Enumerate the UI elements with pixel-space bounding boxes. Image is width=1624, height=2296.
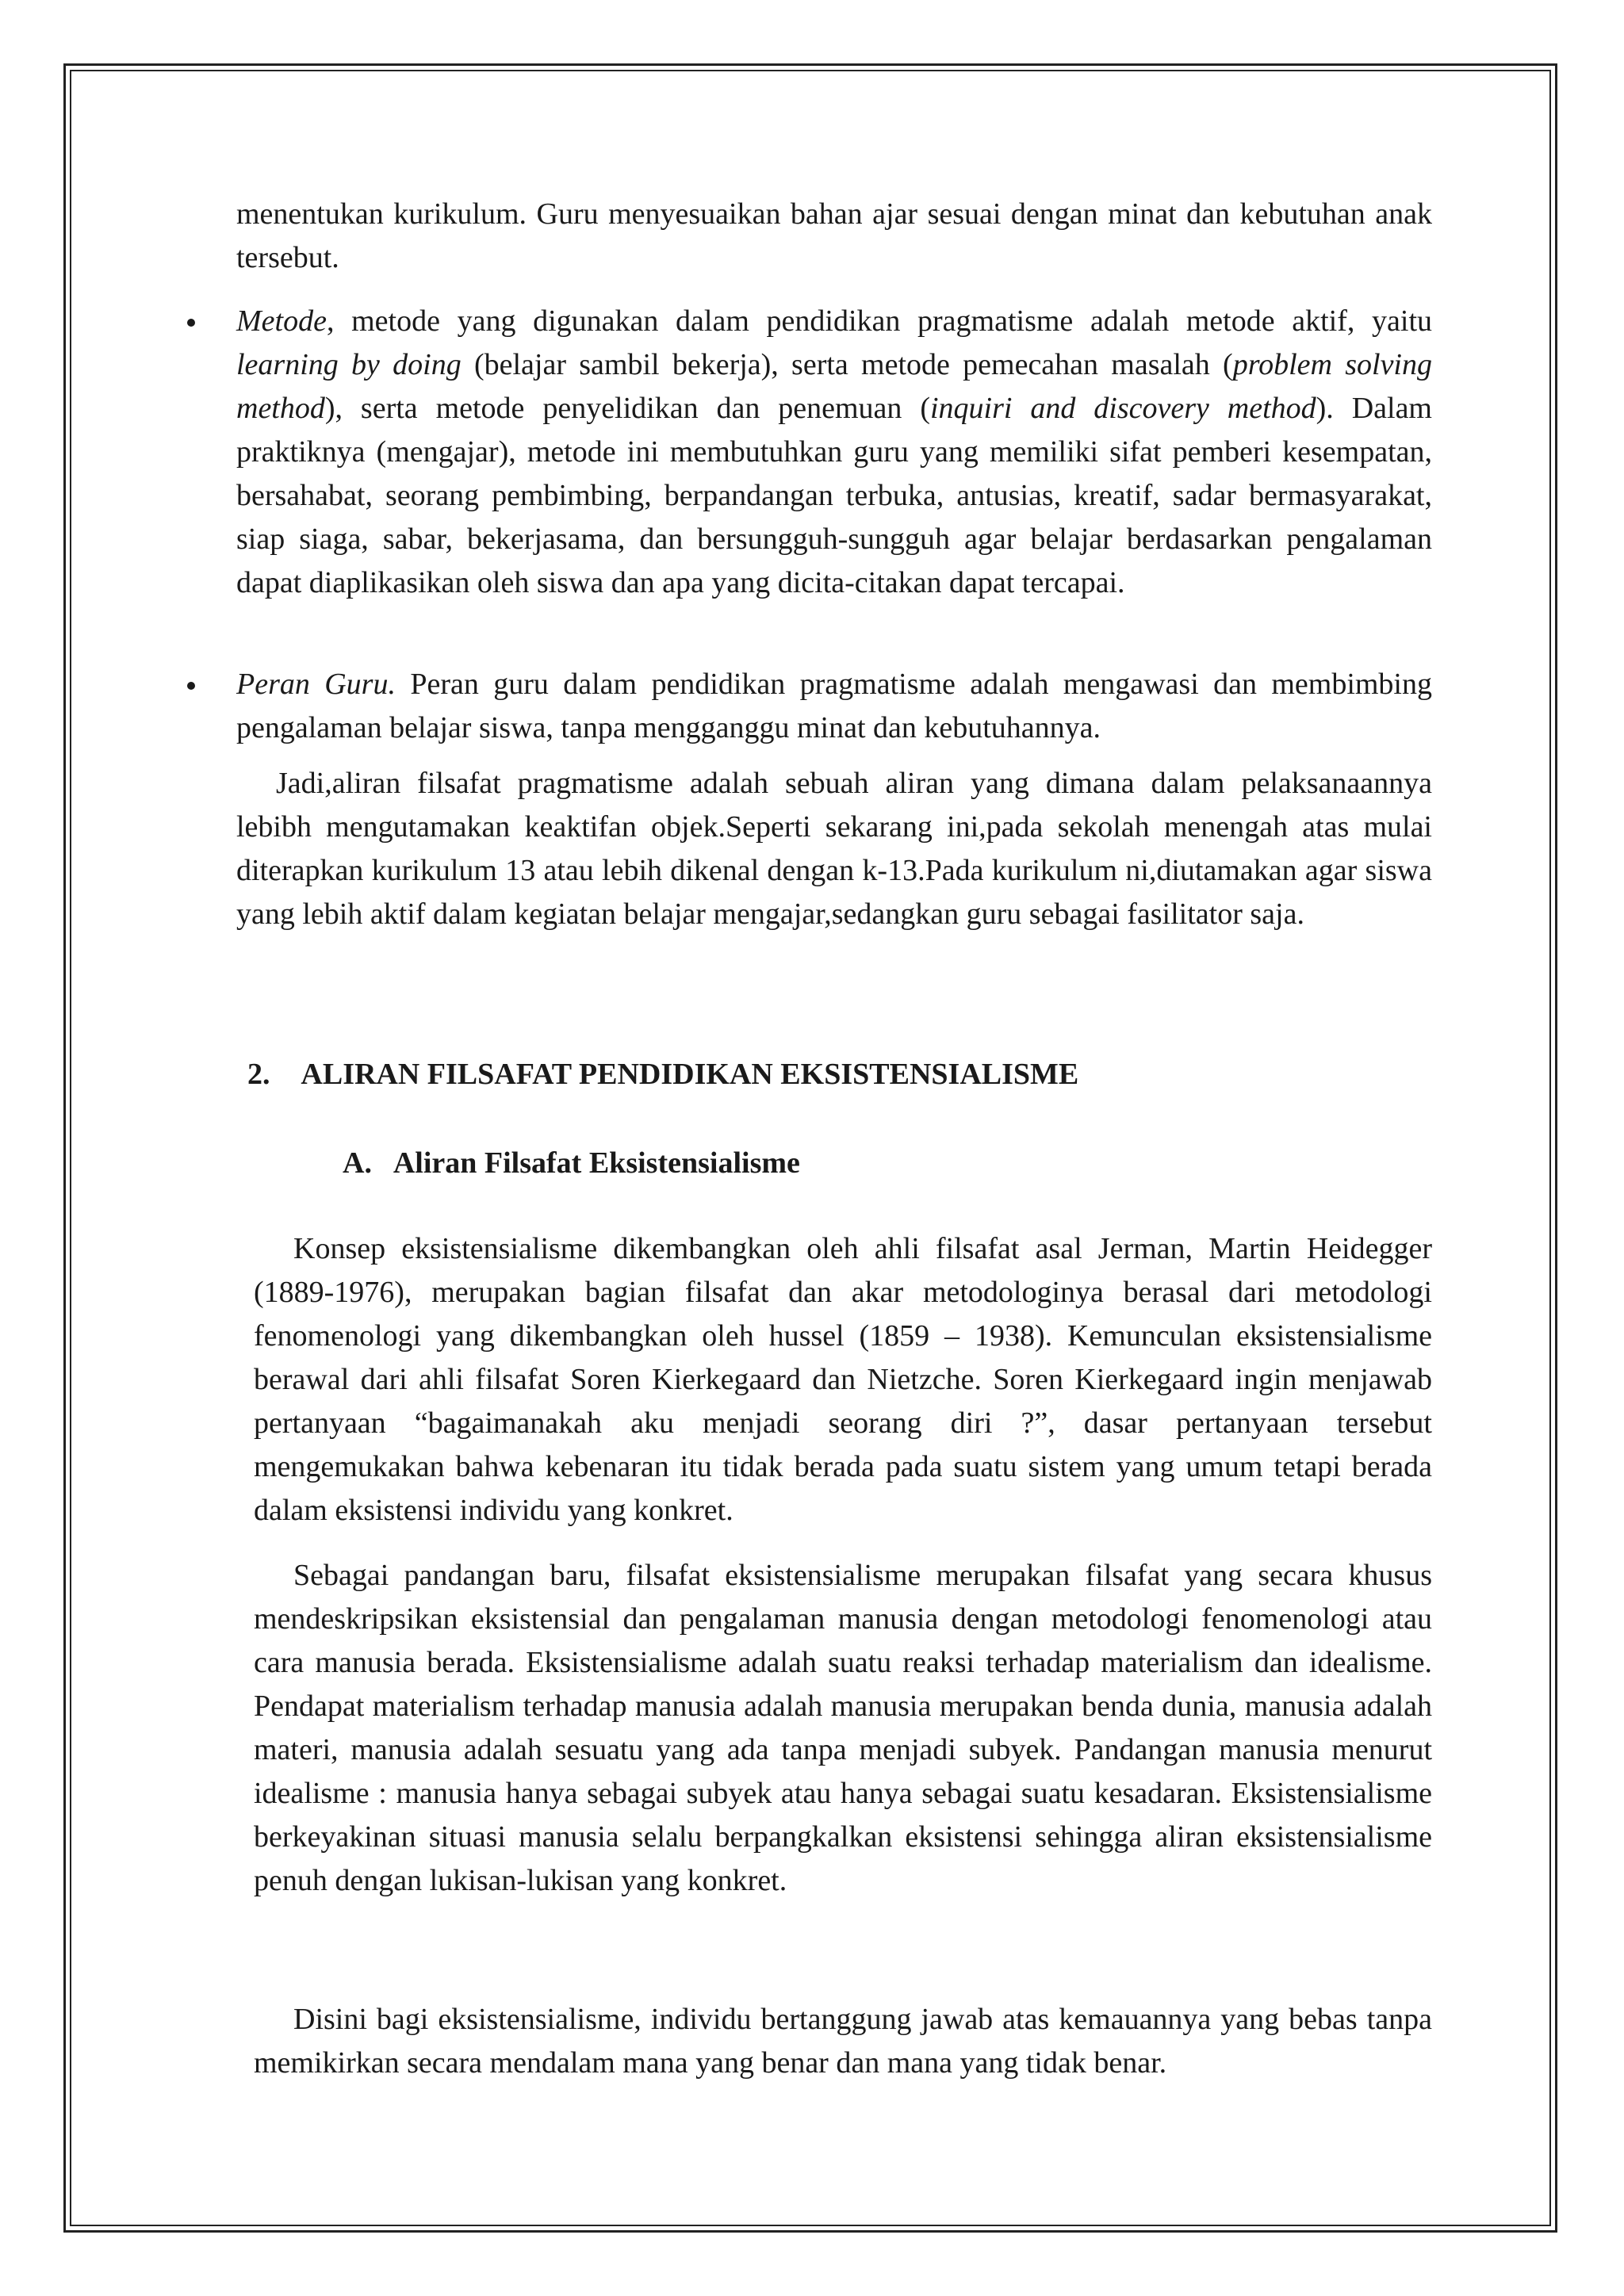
- conclusion-paragraph: Jadi,aliran filsafat pragmatisme adalah sebuah aliran yang dimana dalam pelaksanaannya lebibh mengutamakan keaktifan objek.Seperti sekarang ini,pada sekolah menengah atas mulai diterapkan kurikulum 13 atau lebih dikenal dengan k-13.Pada kurikulum ni,diutamakan agar siswa yang lebih aktif dalam kegiatan belajar mengajar,sedangkan guru sebagai fasilitator saja.: [236, 767, 1432, 931]
- body-paragraph: Sebagai pandangan baru, filsafat eksistensialisme merupakan filsafat yang secara khusus mendeskripsikan eksistensial dan pengalaman manusia dengan metodologi fenomenologi atau cara manusia berada. Eksistensialisme adalah suatu reaksi terhadap materialism dan idealisme. Pendapat materialism terhadap manusia adalah manusia merupakan benda dunia, manusia adalah materi, manusia adalah sesuatu yang ada tanpa menjadi subyek. Pandangan manusia menurut idealisme : manusia hanya sebagai subyek atau hanya sebagai suatu kesadaran. Eksistensialisme berkeyakinan situasi manusia selalu berpangkalkan eksistensi sehingga aliran eksistensialisme penuh dengan lukisan-lukisan yang konkret.: [254, 1559, 1432, 1897]
- subsection-heading: [343, 1143, 800, 1183]
- bullet-peran-guru: Peran Guru. Peran guru dalam pendidikan pragmatisme adalah mengawasi dan membimbing pengalaman belajar siswa, tanpa mengganggu minat dan kebutuhannya.: [236, 668, 1432, 744]
- bullet-metode: Metode, metode yang digunakan dalam pendidikan pragmatisme adalah metode aktif, yaitu learning by doing (belajar sambil bekerja), serta metode pemecahan masalah (problem solving method), serta metode penyelidikan dan penemuan (inquiri and discovery method). Dalam praktiknya (mengajar), metode ini membutuhkan guru yang memiliki sifat pemberi kesempatan, bersahabat, seorang pembimbing, berpandangan terbuka, antusias, kreatif, sadar bermasyarakat, siap siaga, sabar, bekerjasama, dan bersungguh-sungguh agar belajar berdasarkan pengalaman dapat diaplikasikan oleh siswa dan apa yang dicita-citakan dapat tercapai.: [236, 304, 1432, 599]
- bullet-term: Metode: [236, 304, 327, 338]
- subsection-letter: A.: [343, 1146, 372, 1180]
- subsection-title: Aliran Filsafat Eksistensialisme: [393, 1146, 800, 1180]
- section-number: 2.: [247, 1058, 270, 1091]
- bullet-icon: [187, 319, 195, 327]
- body-paragraph: Konsep eksistensialisme dikembangkan oleh ahli filsafat asal Jerman, Martin Heidegger (1889-1976), merupakan bagian filsafat dan akar metodologinya berasal dari metodologi fenomenologi yang dikembangkan oleh hussel (1859 – 1938). Kemunculan eksistensialisme berawal dari ahli filsafat Soren Kierkegaard dan Nietzche. Soren Kierkegaard ingin menjawab pertanyaan “bagaimanakah aku menjadi seorang diri ?”, dasar pertanyaan tersebut mengemukakan bahwa kebenaran itu tidak berada pada suatu sistem yang umum tetapi berada dalam eksistensi individu yang konkret.: [254, 1232, 1432, 1527]
- section-heading: [247, 1054, 1078, 1094]
- body-paragraph: Disini bagi eksistensialisme, individu bertanggung jawab atas kemauannya yang bebas tanpa memikirkan secara mendalam mana yang benar dan mana yang tidak benar.: [254, 2003, 1432, 2080]
- continuation-paragraph: menentukan kurikulum. Guru menyesuaikan bahan ajar sesuai dengan minat dan kebutuhan anak tersebut.: [236, 197, 1432, 274]
- section-title: ALIRAN FILSAFAT PENDIDIKAN EKSISTENSIALISME: [301, 1058, 1079, 1091]
- bullet-term: Peran Guru.: [236, 668, 396, 701]
- bullet-icon: [187, 682, 195, 690]
